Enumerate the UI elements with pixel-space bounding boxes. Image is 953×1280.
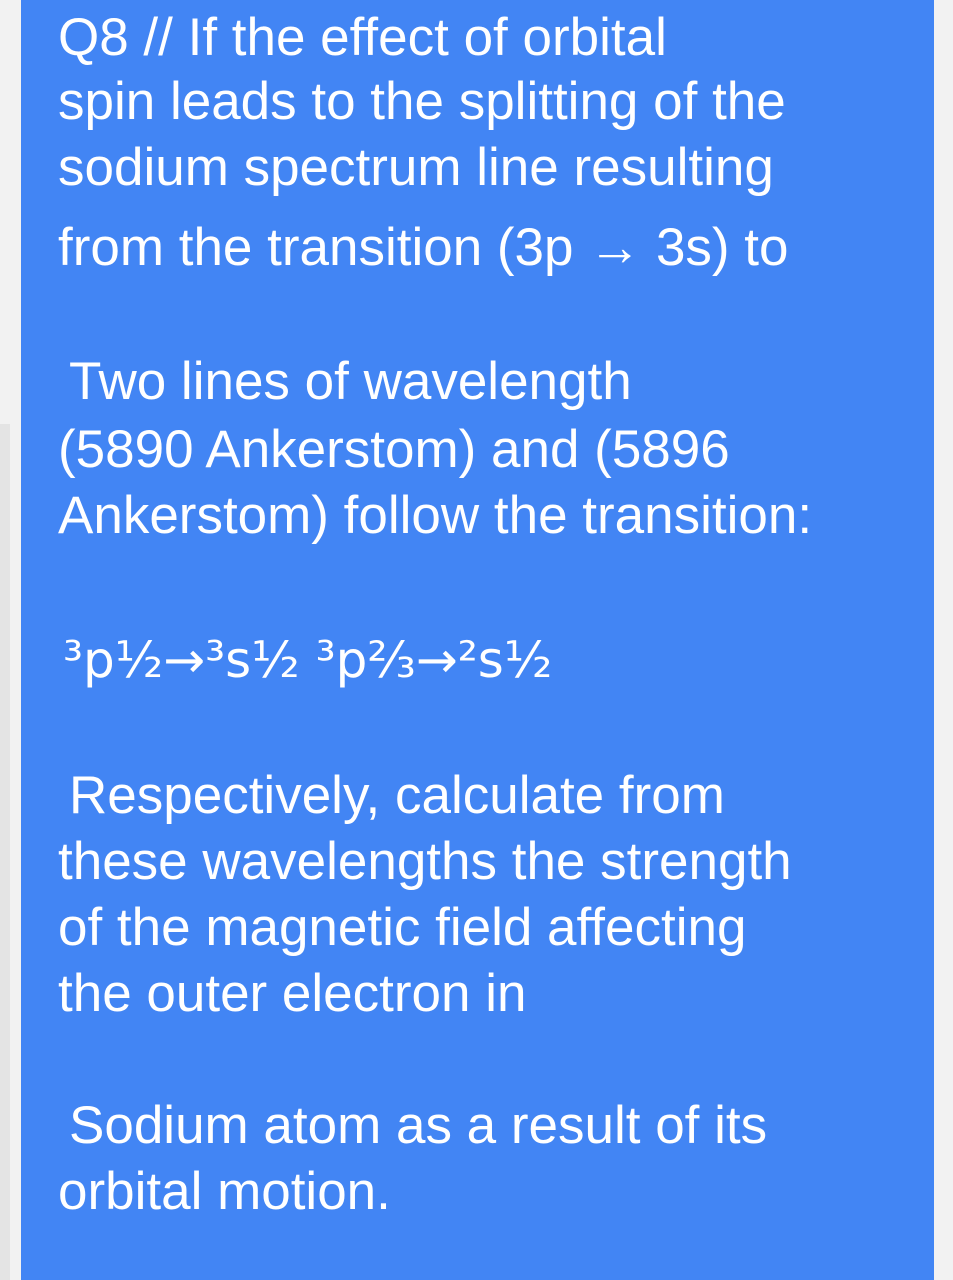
calculate-line-1: Respectively, calculate from	[69, 766, 725, 825]
intro-line-4: from the transition (3p → 3s) to	[58, 218, 789, 277]
wavelength-line-2: (5890 Ankerstom) and (5896	[58, 420, 730, 479]
intro-line-3: sodium spectrum line resulting	[58, 138, 774, 197]
left-margin-shade	[0, 424, 10, 1280]
calculate-line-4: the outer electron in	[58, 964, 527, 1023]
wavelength-line-3: Ankerstom) follow the transition:	[58, 486, 813, 545]
wavelength-line-1: Two lines of wavelength	[69, 352, 632, 411]
question-card	[21, 0, 934, 1280]
intro-line-1: Q8 // If the effect of orbital	[58, 8, 667, 67]
calculate-line-2: these wavelengths the strength	[58, 832, 792, 891]
right-page-margin	[934, 0, 953, 1280]
intro-line-2: spin leads to the splitting of the	[58, 72, 786, 131]
closing-line-2: orbital motion.	[58, 1162, 391, 1221]
transition-notation: ³p½→³s½ ³p⅔→²s½	[63, 631, 553, 689]
calculate-line-3: of the magnetic field affecting	[58, 898, 747, 957]
closing-line-1: Sodium atom as a result of its	[69, 1096, 768, 1155]
